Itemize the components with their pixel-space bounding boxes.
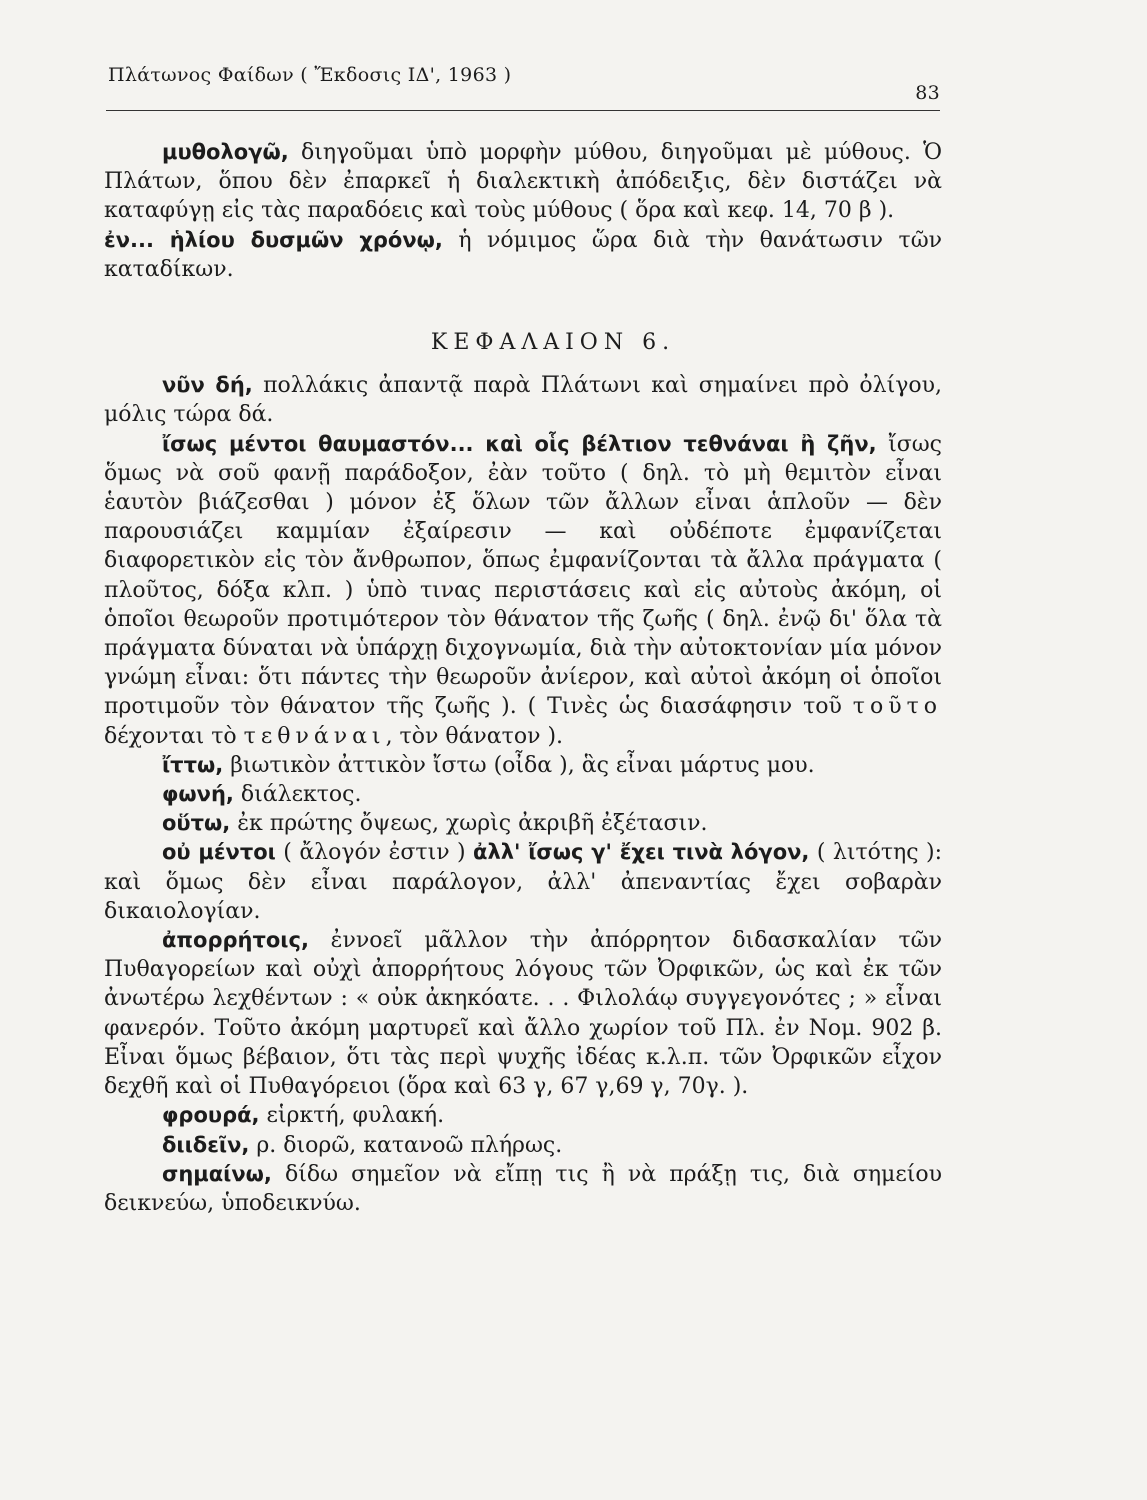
entry-phroura (104, 1101, 942, 1130)
entry-text: πολλάκις ἀπαντᾷ παρὰ Πλάτωνι καὶ σημαίνει πρὸ ὀλίγου, μόλις τώρα δά. (104, 373, 942, 428)
entry-text: ἐκ πρώτης ὄψεως, χωρὶς ἀκριβῆ ἐξέτασιν. (230, 811, 708, 837)
entry-mythologo (104, 138, 942, 226)
entry-aporretois (104, 926, 942, 1101)
entry-text: δίδω σημεῖον νὰ εἴπῃ τις ἢ νὰ πράξῃ τις, διὰ σημείου δεικνεύω, ὑποδεικνύω. (104, 1161, 942, 1216)
entry-phone (104, 780, 942, 809)
entry-term: ἴσως μέντοι θαυμαστόν... καὶ οἷς βέλτιον τεθνάναι ἢ ζῆν, (162, 431, 877, 456)
page-number: 83 (915, 82, 940, 104)
entry-term: φρουρά, (162, 1103, 260, 1128)
entry-term: διιδεῖν, (162, 1132, 250, 1157)
entry-text: ἐννοεῖ μᾶλλον τὴν ἀπόρρητον διδασκαλίαν τῶν Πυθαγορείων καὶ οὐχὶ ἀπορρήτους λόγους τῶν Ὀρφικῶν, ὡς καὶ ἐκ τῶν ἀνωτέρω λεχθέντων : « οὐκ ἀκηκόατε. . . Φιλολάῳ συγγεγονότες ; » εἶναι φανερόν. Τοῦτο ἀκόμη μαρτυρεῖ καὶ ἄλλο χωρίον τοῦ Πλ. ἐν Νομ. 902 β. Εἶναι ὅμως βέβαιον, ὅτι τὰς περὶ ψυχῆς ἰδέας κ.λ.π. τῶν Ὀρφικῶν εἶχον δεχθῆ καὶ οἱ Πυθαγόρειοι (ὅρα καὶ 63 γ, 67 γ,69 γ, 70γ. ). (104, 928, 942, 1100)
entry-text: δέχονται τὸ (104, 723, 244, 749)
running-header (108, 64, 940, 104)
spaced-word: τοῦτο (852, 694, 942, 720)
page-body (104, 138, 942, 1218)
entry-text: ἴσως ὅμως νὰ σοῦ φανῇ παράδοξον, ἐὰν τοῦτο ( δηλ. τὸ μὴ θεμιτὸν εἶναι ἑαυτὸν βιάζεσθαι ) μόνον ἐξ ὅλων τῶν ἄλλων εἶναι ἁπλοῦν — δὲν παρουσιάζει καμμίαν ἐξαίρεσιν — καὶ οὐδέποτε ἐμφανίζεται διαφορετικὸν εἰς τὸν ἄνθρωπον, ὅπως ἐμφανίζονται τὰ ἄλλα πράγματα ( πλοῦτος, δόξα κλπ. ) ὑπὸ τινας περιστάσεις καὶ εἰς αὐτοὺς ἀκόμη, οἱ ὁποῖοι θεωροῦν προτιμότερον τὸν θάνατον τῆς ζωῆς ( δηλ. ἐνῷ δι' ὅλα τὰ πράγματα δύναται νὰ ὑπάρχῃ διχογνωμία, διὰ τὴν αὐτοκτονίαν μία μόνον γνώμη εἶναι: ὅτι πάντες τὴν θεωροῦν ἀνίερον, καὶ αὐτοὶ ἀκόμη οἱ ὁποῖοι προτιμοῦν τὸν θάνατον τῆς ζωῆς ). ( Τινὲς ὡς διασάφησιν τοῦ (104, 431, 942, 720)
entry-term: ἀπορρήτοις, (162, 928, 309, 953)
entry-text: ἡ νόμιμος ὥρα διὰ τὴν θανάτωσιν τῶν καταδίκων. (104, 227, 943, 282)
header-rule (106, 110, 940, 111)
entry-ou-mentoi (104, 838, 942, 926)
entry-diidein (104, 1131, 942, 1160)
entry-nyn-de (104, 371, 942, 429)
entry-term: οὕτω, (162, 811, 231, 836)
entry-text: βιωτικὸν ἀττικὸν ἴστω (οἶδα ), ἃς εἶναι μάρτυς μου. (223, 752, 815, 778)
entry-text: διάλεκτος. (233, 782, 362, 808)
entry-houto (104, 809, 942, 838)
entry-text: ρ. διορῶ, κατανοῶ πλήρως. (249, 1132, 563, 1158)
chapter-heading: ΚΕΦΑΛΑΙΟΝ 6. (430, 330, 676, 356)
entry-term: ἐν... ἡλίου δυσμῶν χρόνῳ, (104, 227, 443, 252)
header-title: Πλάτωνος Φαίδων ( Ἔκδοσις ΙΔ', 1963 ) (108, 64, 512, 86)
entry-text: ( λιτότης ): καὶ ὅμως δὲν εἶναι παράλογον, ἀλλ' ἀπεναντίας ἔχει σοβαρὰν δικαιολογίαν. (104, 840, 942, 924)
entry-text: εἱρκτή, φυλακή. (259, 1103, 445, 1129)
entry-itto (104, 751, 942, 780)
entry-term: μυθολογῶ, (162, 140, 289, 164)
entry-term: νῦν δή, (162, 373, 253, 398)
spaced-word: τεθνάναι (243, 723, 386, 749)
entry-text: διηγοῦμαι ὑπὸ μορφὴν μύθου, διηγοῦμαι μὲ μύθους. Ὁ Πλάτων, ὅπου δὲν ἐπαρκεῖ ἡ διαλεκτικὴ ἀπόδειξις, δὲν διστάζει νὰ καταφύγῃ εἰς τὰς παραδόεις καὶ τοὺς μύθους ( ὅρα καὶ κεφ. 14, 70 β ). (104, 140, 942, 224)
entry-en-heliou (104, 226, 942, 284)
entry-term: ἀλλ' ἴσως γ' ἔχει τινὰ λόγον, (473, 840, 810, 865)
entry-term: φωνή, (162, 782, 234, 807)
entry-term: οὐ μέντοι (162, 840, 276, 865)
entry-term: σημαίνω, (162, 1161, 272, 1186)
entry-isos-mentoi (104, 430, 942, 751)
entry-text: , τὸν θάνατον ). (385, 723, 564, 749)
entry-semaino (104, 1160, 942, 1218)
entry-term: ἴττω, (162, 752, 224, 777)
entry-text: ( ἄλογόν ἐστιν ) (275, 840, 474, 866)
